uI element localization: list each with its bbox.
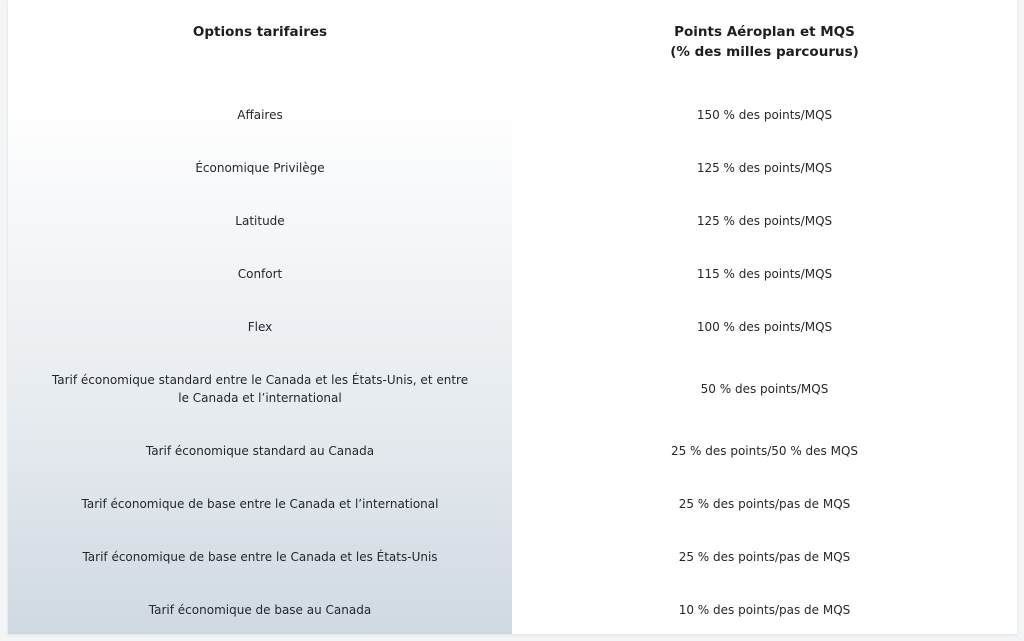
header-points-line1: Points Aéroplan et MQS — [674, 24, 855, 40]
fare-cell: Tarif économique standard au Canada — [145, 443, 375, 458]
table-row — [8, 530, 1017, 583]
fare-cell: Tarif économique standard entre le Canada et les États-Unis, et entre le Canada et l’international — [51, 372, 469, 405]
earning-cell: 125 % des points/MQS — [696, 160, 833, 175]
table-row — [8, 141, 1017, 194]
earning-cell: 10 % des points/pas de MQS — [678, 602, 851, 617]
fare-cell: Confort — [237, 266, 283, 281]
fare-cell: Latitude — [235, 213, 285, 228]
earning-cell: 25 % des points/pas de MQS — [678, 496, 851, 511]
fare-cell: Économique Privilège — [195, 160, 325, 175]
earning-cell: 25 % des points/50 % des MQS — [670, 443, 859, 458]
header-fare-options: Options tarifaires — [192, 24, 328, 40]
table-header — [8, 0, 1017, 96]
earning-cell: 115 % des points/MQS — [696, 266, 833, 281]
header-points-line2: (% des milles parcourus) — [670, 44, 859, 60]
table-row — [8, 300, 1017, 353]
fare-cell: Tarif économique de base entre le Canada et l’international — [81, 496, 439, 511]
table-row — [8, 477, 1017, 530]
earning-cell: 150 % des points/MQS — [696, 107, 833, 122]
table-row — [8, 353, 1017, 424]
earning-cell: 50 % des points/MQS — [700, 381, 829, 396]
fare-earning-table — [8, 0, 1017, 634]
table-row — [8, 88, 1017, 141]
header-points-mqs — [512, 22, 1017, 62]
table-row — [8, 583, 1017, 636]
table-row — [8, 424, 1017, 477]
earning-cell: 25 % des points/pas de MQS — [678, 549, 851, 564]
earning-cell: 100 % des points/MQS — [696, 319, 833, 334]
earning-cell: 125 % des points/MQS — [696, 213, 833, 228]
table-body — [8, 88, 1017, 636]
table-row — [8, 194, 1017, 247]
table-row — [8, 247, 1017, 300]
fare-cell: Flex — [247, 319, 273, 334]
fare-cell: Tarif économique de base entre le Canada et les États-Unis — [82, 549, 438, 564]
fare-cell: Tarif économique de base au Canada — [148, 602, 372, 617]
fare-cell: Affaires — [237, 107, 283, 122]
